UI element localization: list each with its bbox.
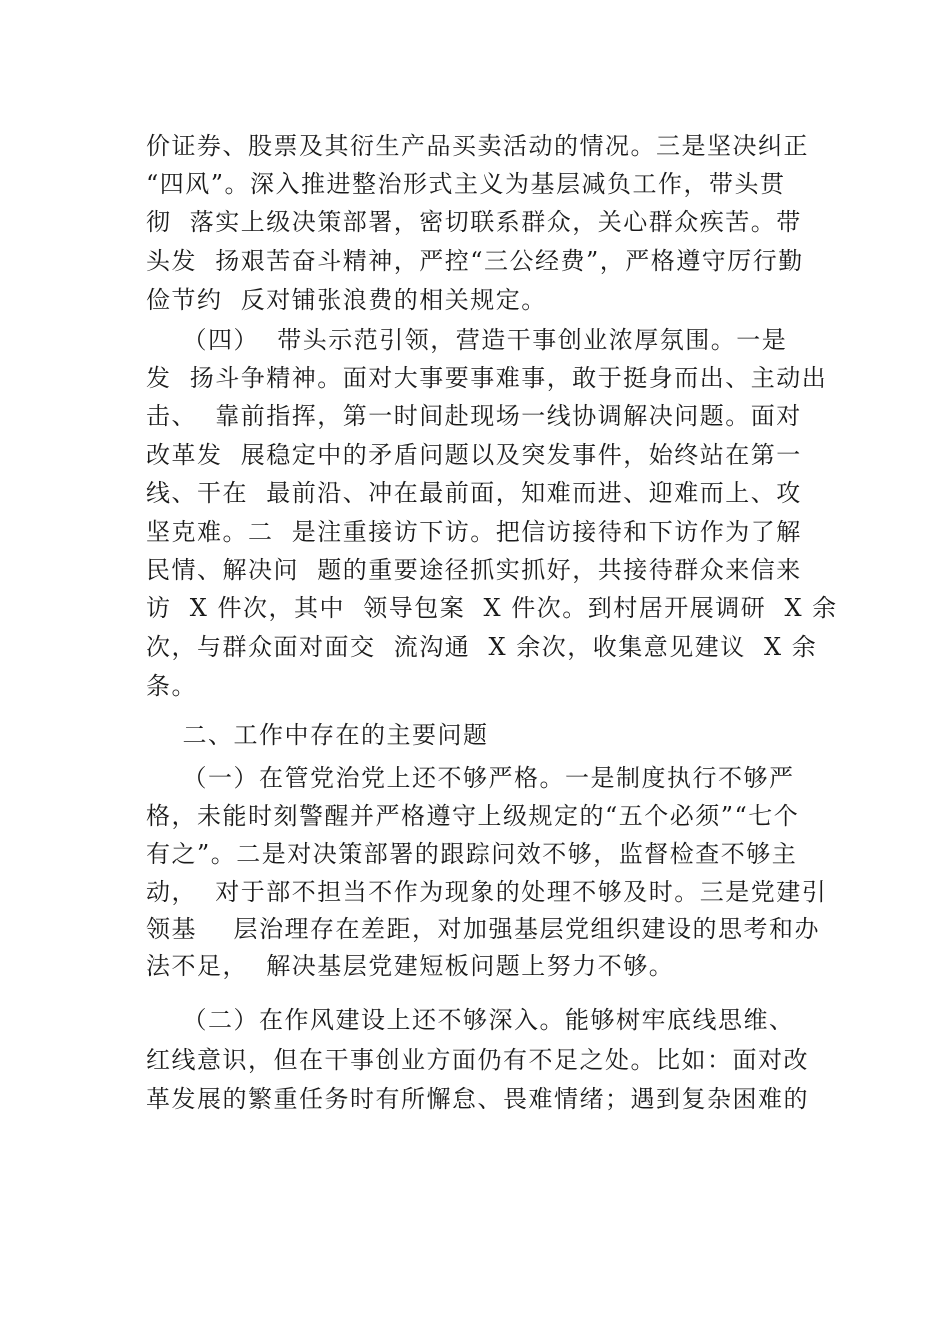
- text-line: 有之”。二是对决策部署的跟踪问效不够，监督检查不够主: [146, 840, 798, 868]
- text-line: 法不足， 解决基层党建短板问题上努力不够。: [146, 952, 675, 980]
- text-line: 民情、解决问 题的重要途径抓实抓好，共接待群众来信来: [146, 556, 802, 584]
- text-line: 条。: [146, 672, 197, 700]
- text-line: “四风”。深入推进整治形式主义为基层减负工作，带头贯: [146, 170, 786, 198]
- text-line: 价证券、股票及其衍生产品买卖活动的情况。三是坚决纠正: [146, 132, 809, 160]
- text-line: 发 扬斗争精神。面对大事要事难事，敢于挺身而出、主动出: [146, 364, 828, 392]
- text-line: 改革发 展稳定中的矛盾问题以及突发事件，始终站在第一: [146, 441, 802, 469]
- text-line: 革发展的繁重任务时有所懈怠、畏难情绪；遇到复杂困难的: [146, 1085, 809, 1113]
- paragraph-heading-line: （一）在管党治党上还不够严格。一是制度执行不够严: [146, 764, 795, 792]
- text-line: 线、干在 最前沿、冲在最前面，知难而进、迎难而上、攻: [146, 479, 802, 507]
- text-line: 访 X 件次，其中 领导包案 X 件次。到村居开展调研 X 余: [146, 594, 838, 622]
- text-line: 俭节约 反对铺张浪费的相关规定。: [146, 286, 547, 314]
- text-line: 次，与群众面对面交 流沟通 X 余次，收集意见建议 X 余: [146, 633, 818, 661]
- text-line: 彻 落实上级决策部署，密切联系群众，关心群众疾苦。带: [146, 208, 802, 236]
- text-line: 格，未能时刻警醒并严格遵守上级规定的“五个必须”“七个: [146, 802, 800, 830]
- text-line: 坚克难。二 是注重接访下访。把信访接待和下访作为了解: [146, 518, 802, 546]
- paragraph-heading-line: （二）在作风建设上还不够深入。能够树牢底线思维、: [146, 1006, 795, 1034]
- text-line: 击、 靠前指挥，第一时间赴现场一线协调解决问题。面对: [146, 402, 802, 430]
- paragraph-heading-line: （四） 带头示范引领，营造干事创业浓厚氛围。一是: [146, 326, 788, 354]
- text-line: 动， 对于部不担当不作为现象的处理不够及时。三是党建引: [146, 878, 828, 906]
- text-line: 头发 扬艰苦奋斗精神，严控“三公经费”，严格遵守厉行勤: [146, 247, 804, 275]
- text-line: 领基 层治理存在差距，对加强基层党组织建设的思考和办: [146, 915, 821, 943]
- section-heading: 二、工作中存在的主要问题: [146, 721, 489, 749]
- text-line: 红线意识，但在干事创业方面仍有不足之处。比如：面对改: [146, 1046, 809, 1074]
